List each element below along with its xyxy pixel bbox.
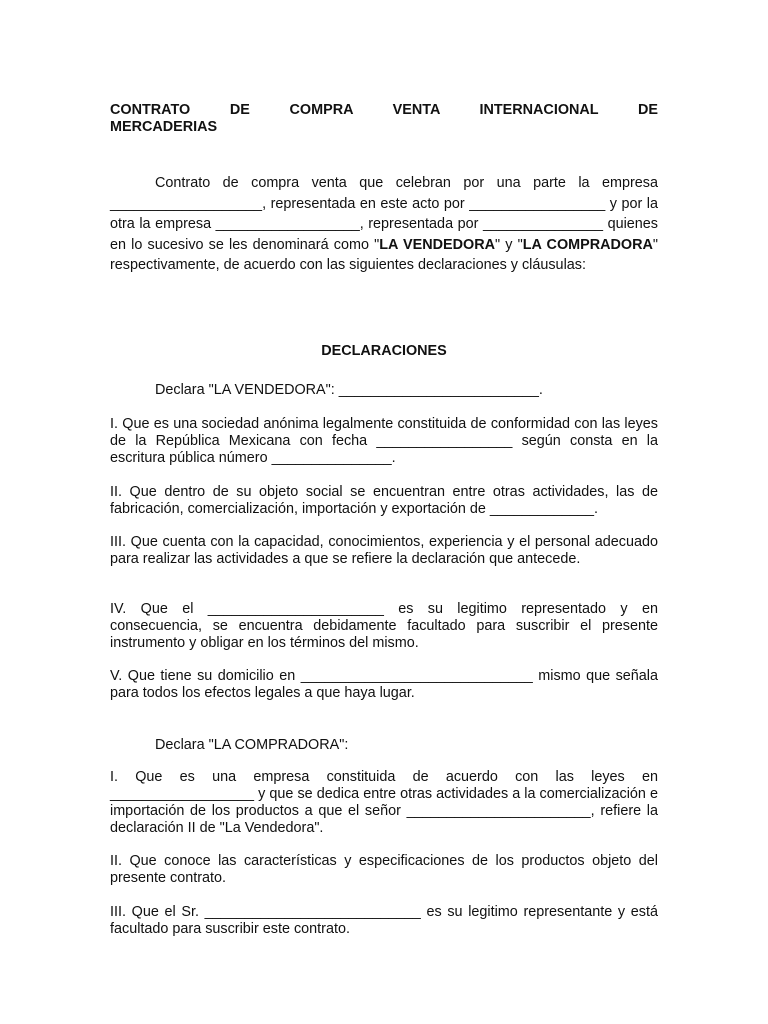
compradora-declaration-1: I. Que es una empresa constituida de acuerdo con las leyes en __________________ y que se dedica entre otras actividades a la comercialización e importación de los productos a que el señor _______________________, refiere la declaración II de "La Vendedora". xyxy=(110,769,658,836)
vendedora-header: Declara "LA VENDEDORA": _________________________. xyxy=(155,382,543,398)
compradora-header: Declara "LA COMPRADORA": xyxy=(155,737,349,753)
intro-text-part1: Contrato de compra venta que celebran por una parte la empresa ___________________, representada en este acto por _________________ y por la otra la empresa __________________, representada por _______________ quienes en lo sucesivo se les denominará como " xyxy=(110,175,658,253)
intro-text-part2: " y " xyxy=(495,236,523,253)
vendedora-declaration-5: V. Que tiene su domicilio en _____________________________ mismo que señala para todos los efectos legales a que haya lugar. xyxy=(110,668,658,701)
intro-compradora: LA COMPRADORA xyxy=(522,236,653,253)
vendedora-declaration-4: IV. Que el ______________________ es su legitimo representado y en consecuencia, se encuentra debidamente facultado para suscribir el presente instrumento y obligar en los términos del mismo. xyxy=(110,601,658,651)
vendedora-declaration-1: I. Que es una sociedad anónima legalmente constituida de conformidad con las leyes de la República Mexicana con fecha _________________ según consta en la escritura pública número _______________. xyxy=(110,416,658,466)
intro-vendedora: LA VENDEDORA xyxy=(379,236,495,253)
declaraciones-heading: DECLARACIONES xyxy=(321,343,447,359)
compradora-declaration-2: II. Que conoce las características y especificaciones de los productos objeto del presente contrato. xyxy=(110,853,658,886)
document-title: CONTRATO DE COMPRA VENTA INTERNACIONAL DE MERCADERIAS xyxy=(110,102,658,135)
compradora-declaration-3: III. Que el Sr. ___________________________ es su legitimo representante y está facultado para suscribir este contrato. xyxy=(110,904,658,937)
vendedora-declaration-3: III. Que cuenta con la capacidad, conocimientos, experiencia y el personal adecuado para realizar las actividades a que se refiere la declaración que antecede. xyxy=(110,534,658,567)
intro-text-part3: " respectivamente, de acuerdo con las siguientes declaraciones y cláusulas: xyxy=(110,236,658,273)
intro-paragraph xyxy=(110,173,658,276)
vendedora-declaration-2: II. Que dentro de su objeto social se encuentran entre otras actividades, las de fabricación, comercialización, importación y exportación de _____________. xyxy=(110,484,658,517)
